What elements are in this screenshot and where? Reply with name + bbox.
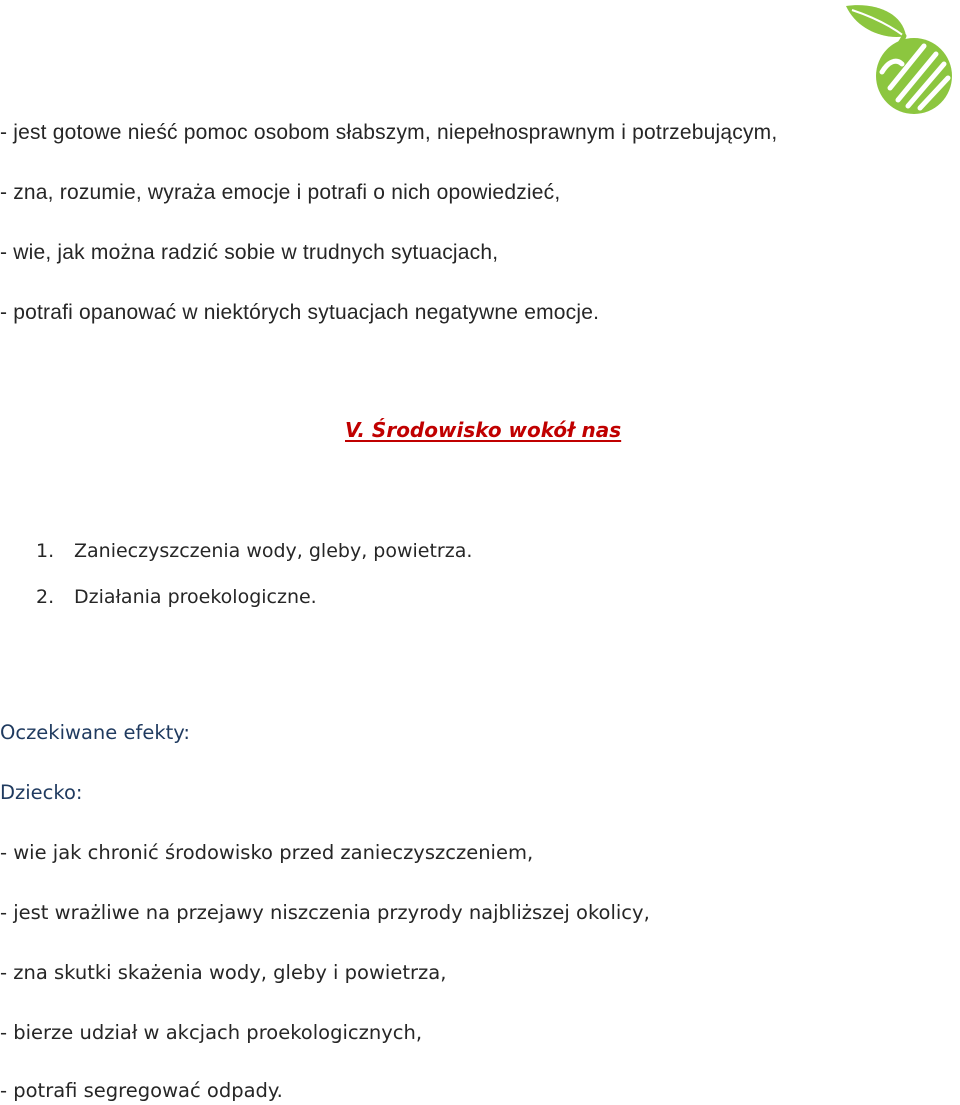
list-item: - jest gotowe nieść pomoc osobom słabszym, niepełnosprawnym i potrzebującym, (0, 121, 778, 144)
list-item: - bierze udział w akcjach proekologicznych, (0, 1021, 423, 1044)
list-item: - jest wrażliwe na przejawy niszczenia przyrody najbliższej okolicy, (0, 901, 650, 924)
list-item: - zna, rozumie, wyraża emocje i potrafi o nich opowiedzieć, (0, 181, 561, 204)
topic-number: 1. (36, 540, 55, 562)
effects-heading: Oczekiwane efekty: (0, 721, 190, 744)
list-item: - potrafi segregować odpady. (0, 1079, 283, 1102)
list-item: - zna skutki skażenia wody, gleby i powietrza, (0, 961, 447, 984)
leaf-hand-logo-icon (844, 2, 956, 118)
effects-subheading: Dziecko: (0, 781, 83, 804)
list-item: - potrafi opanować w niektórych sytuacjach negatywne emocje. (0, 301, 600, 324)
topic-number: 2. (36, 586, 55, 608)
topic-text: Działania proekologiczne. (74, 586, 317, 608)
list-item: - wie, jak można radzić sobie w trudnych sytuacjach, (0, 241, 499, 264)
section-heading: V. Środowisko wokół nas (345, 418, 622, 442)
list-item: - wie jak chronić środowisko przed zanieczyszczeniem, (0, 841, 534, 864)
topic-text: Zanieczyszczenia wody, gleby, powietrza. (74, 540, 473, 562)
